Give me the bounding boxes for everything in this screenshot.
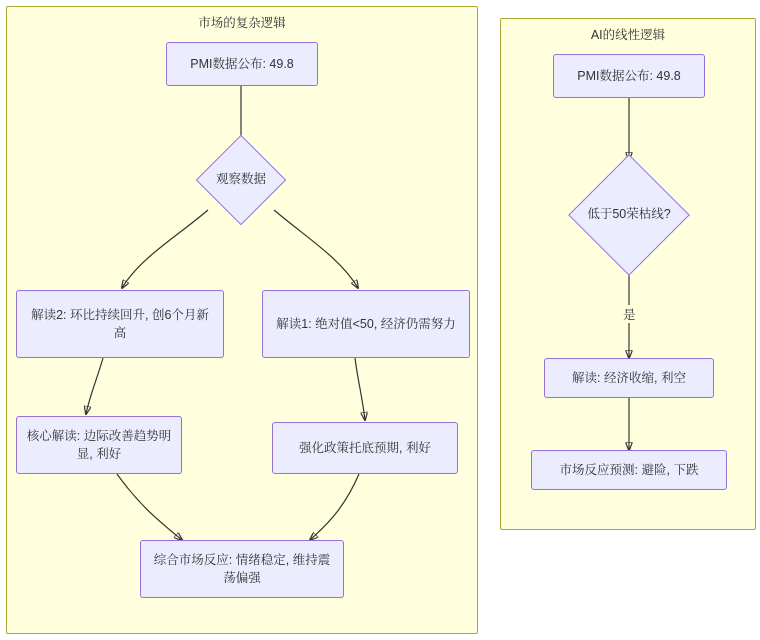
node-observe-data-label: 观察数据 [215, 172, 266, 187]
node-market-reaction-prediction[interactable]: 市场反应预测: 避险, 下跌 [531, 450, 727, 490]
node-interpretation-1[interactable]: 解读1: 绝对值<50, 经济仍需努力 [262, 290, 470, 358]
node-below-50-check-label: 低于50荣枯线? [587, 207, 671, 222]
edge-label-yes: 是 [621, 305, 638, 323]
node-below-50-check[interactable] [556, 155, 702, 275]
node-interpretation-2[interactable]: 解读2: 环比持续回升, 创6个月新高 [16, 290, 224, 358]
node-pmi-release-ai[interactable]: PMI数据公布: 49.8 [553, 54, 705, 98]
node-observe-data[interactable] [187, 140, 295, 220]
cluster-ai-title: AI的线性逻辑 [590, 28, 666, 42]
node-policy-expectation[interactable]: 强化政策托底预期, 利好 [272, 422, 458, 474]
node-market-reaction-composite[interactable]: 综合市场反应: 情绪稳定, 维持震荡偏强 [140, 540, 344, 598]
node-interpretation-contraction[interactable]: 解读: 经济收缩, 利空 [544, 358, 714, 398]
cluster-market-title: 市场的复杂逻辑 [198, 16, 286, 30]
node-core-interpretation[interactable]: 核心解读: 边际改善趋势明显, 利好 [16, 416, 182, 474]
node-pmi-release-market[interactable]: PMI数据公布: 49.8 [166, 42, 318, 86]
